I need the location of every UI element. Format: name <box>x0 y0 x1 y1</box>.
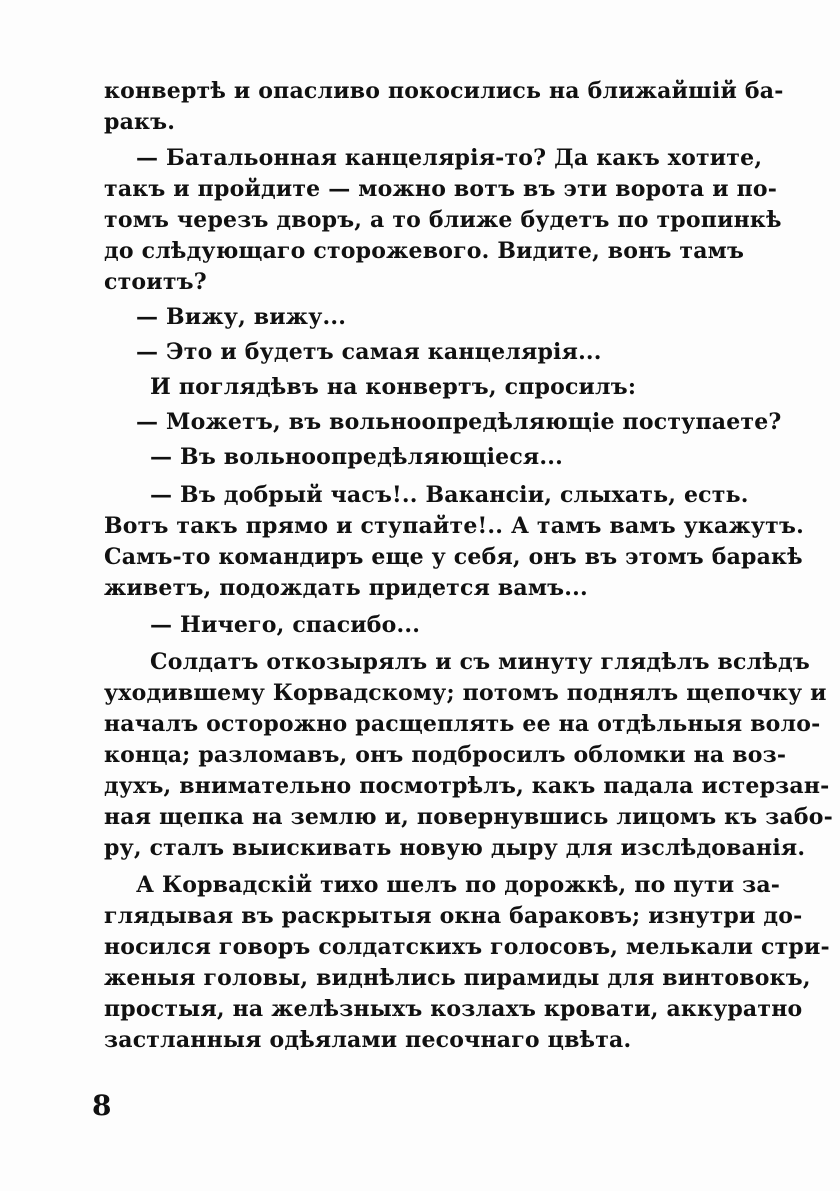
text-line: — Можетъ, въ вольноопредѣляющіе поступаете? <box>136 409 782 435</box>
text-line: простыя, на желѣзныхъ козлахъ кровати, аккуратно <box>104 996 803 1022</box>
text-line: — Вижу, вижу... <box>136 304 347 330</box>
text-line: такъ и пройдите — можно вотъ въ эти ворота и по- <box>104 176 778 202</box>
text-line: — Ничего, спасибо... <box>150 612 421 638</box>
text-line: — Это и будетъ самая канцелярія... <box>136 339 602 365</box>
text-line: стоитъ? <box>104 269 207 295</box>
text-line: ракъ. <box>104 109 176 135</box>
text-line: ру, сталъ выискивать новую дыру для изслѣдованія. <box>104 835 806 861</box>
text-line: женыя головы, виднѣлись пирамиды для винтовокъ, <box>104 965 811 991</box>
text-line: ная щепка на землю и, повернувшись лицомъ къ забо- <box>104 804 833 830</box>
text-line: живетъ, подождать придется вамъ... <box>104 575 588 601</box>
text-line: до слѣдующаго сторожевого. Видите, вонъ тамъ <box>104 238 745 264</box>
page-number: 8 <box>92 1089 112 1122</box>
text-line: началъ осторожно расщеплять ее на отдѣльныя воло- <box>104 711 821 737</box>
text-line: томъ черезъ дворъ, а то ближе будетъ по тропинкѣ <box>104 207 782 233</box>
text-line: конца; разломавъ, онъ подбросилъ обломки на воз- <box>104 742 787 768</box>
text-line: А Корвадскій тихо шелъ по дорожкѣ, по пути за- <box>136 872 781 898</box>
text-line: Вотъ такъ прямо и ступайте!.. А тамъ вамъ укажутъ. <box>104 513 804 539</box>
text-line: глядывая въ раскрытыя окна бараковъ; изнутри до- <box>104 903 803 929</box>
text-line: духъ, внимательно посмотрѣлъ, какъ падала истерзан- <box>104 773 830 799</box>
text-line: конвертѣ и опасливо покосились на ближайшій ба- <box>104 78 784 104</box>
text-line: носился говоръ солдатскихъ голосовъ, мелькали стри- <box>104 934 830 960</box>
text-line: — Въ добрый часъ!.. Вакансіи, слыхать, есть. <box>150 482 749 508</box>
text-line: — Батальонная канцелярія-то? Да какъ хотите, <box>136 145 763 171</box>
text-line: уходившему Корвадскому; потомъ поднялъ щепочку и <box>104 680 827 706</box>
text-line: И поглядѣвъ на конвертъ, спросилъ: <box>150 374 637 400</box>
text-line: — Въ вольноопредѣляющіеся... <box>150 444 563 470</box>
text-line: Солдатъ откозырялъ и съ минуту глядѣлъ вслѣдъ <box>150 649 810 675</box>
text-line: Самъ-то командиръ еще у себя, онъ въ этомъ баракѣ <box>104 544 803 570</box>
text-line: застланныя одѣялами песочнаго цвѣта. <box>104 1027 632 1053</box>
